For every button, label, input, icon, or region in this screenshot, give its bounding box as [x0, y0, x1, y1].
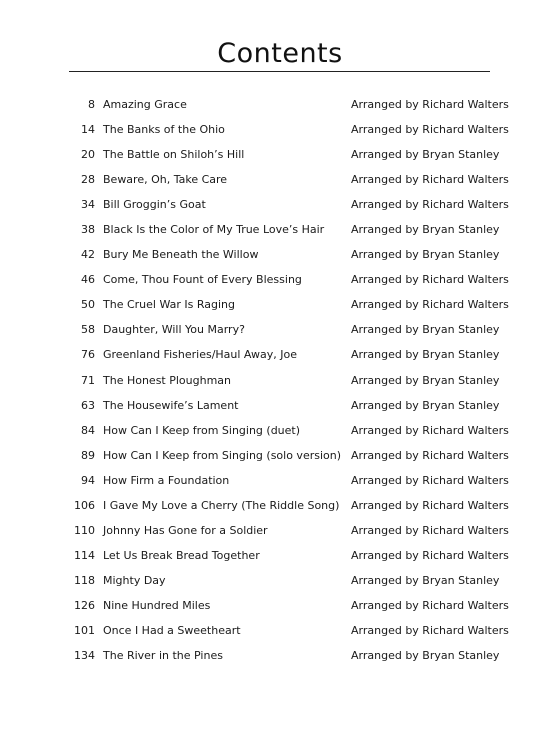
toc-page-number: 106 — [74, 498, 95, 512]
toc-song-title: Let Us Break Bread Together — [103, 548, 260, 562]
toc-row[interactable] — [0, 167, 560, 192]
toc-row[interactable] — [0, 317, 560, 342]
toc-arranger: Arranged by Richard Walters — [351, 198, 509, 212]
table-of-contents — [0, 92, 560, 668]
toc-row[interactable] — [0, 468, 560, 493]
toc-song-title: I Gave My Love a Cherry (The Riddle Song) — [103, 498, 340, 512]
toc-song-title: Beware, Oh, Take Care — [103, 173, 228, 187]
toc-row[interactable] — [0, 192, 560, 217]
toc-page-number: 110 — [74, 523, 95, 537]
toc-page-number: 50 — [81, 298, 95, 312]
toc-arranger: Arranged by Richard Walters — [351, 523, 509, 537]
toc-song-title: Johnny Has Gone for a Soldier — [103, 523, 268, 537]
toc-row[interactable] — [0, 393, 560, 418]
toc-page-number: 114 — [74, 548, 95, 562]
title-divider — [69, 71, 490, 72]
toc-arranger: Arranged by Bryan Stanley — [351, 323, 500, 337]
toc-page-number: 76 — [81, 348, 95, 362]
toc-row[interactable] — [0, 342, 560, 367]
toc-page-number: 8 — [88, 98, 95, 111]
toc-page-number: 71 — [81, 373, 95, 387]
toc-song-title: How Firm a Foundation — [103, 473, 230, 487]
toc-row[interactable] — [0, 368, 560, 393]
toc-arranger: Arranged by Richard Walters — [351, 448, 509, 462]
toc-arranger: Arranged by Richard Walters — [351, 298, 509, 312]
toc-row[interactable] — [0, 117, 560, 142]
toc-row[interactable] — [0, 643, 560, 668]
toc-arranger: Arranged by Richard Walters — [351, 548, 509, 562]
toc-page-number: 134 — [74, 649, 95, 663]
toc-song-title: Mighty Day — [103, 573, 166, 587]
toc-arranger: Arranged by Richard Walters — [351, 173, 509, 187]
toc-song-title: How Can I Keep from Singing (duet) — [103, 423, 301, 437]
toc-page-number: 84 — [81, 423, 95, 437]
toc-page-number: 126 — [74, 598, 95, 612]
toc-song-title: Bill Groggin’s Goat — [103, 198, 206, 212]
toc-arranger: Arranged by Bryan Stanley — [351, 649, 500, 663]
toc-arranger: Arranged by Richard Walters — [351, 123, 509, 137]
toc-arranger: Arranged by Bryan Stanley — [351, 148, 500, 162]
toc-page-number: 63 — [81, 398, 95, 412]
toc-row[interactable] — [0, 543, 560, 568]
toc-song-title: The Cruel War Is Raging — [103, 298, 235, 312]
toc-arranger: Arranged by Bryan Stanley — [351, 248, 500, 262]
toc-page-number: 34 — [81, 198, 95, 212]
toc-page-number: 118 — [74, 573, 95, 587]
toc-song-title: The Banks of the Ohio — [103, 123, 225, 137]
toc-row[interactable] — [0, 443, 560, 468]
toc-page-number: 42 — [81, 248, 95, 262]
toc-row[interactable] — [0, 518, 560, 543]
toc-arranger: Arranged by Richard Walters — [351, 623, 509, 637]
toc-song-title: Once I Had a Sweetheart — [103, 623, 241, 637]
toc-song-title: Greenland Fisheries/Haul Away, Joe — [103, 348, 297, 362]
toc-page-number: 94 — [81, 473, 95, 487]
toc-arranger: Arranged by Bryan Stanley — [351, 348, 500, 362]
toc-page-number: 14 — [81, 123, 95, 137]
toc-song-title: Nine Hundred Miles — [103, 598, 211, 612]
toc-song-title: Daughter, Will You Marry? — [103, 323, 245, 337]
toc-arranger: Arranged by Bryan Stanley — [351, 223, 500, 237]
toc-page-number: 46 — [81, 273, 95, 287]
toc-arranger: Arranged by Bryan Stanley — [351, 398, 500, 412]
toc-row[interactable] — [0, 618, 560, 643]
toc-row[interactable] — [0, 267, 560, 292]
toc-page-number: 58 — [81, 323, 95, 337]
toc-song-title: The Battle on Shiloh’s Hill — [103, 148, 245, 162]
toc-row[interactable] — [0, 242, 560, 267]
toc-row[interactable] — [0, 292, 560, 317]
toc-arranger: Arranged by Richard Walters — [351, 98, 509, 111]
toc-song-title: The Housewife’s Lament — [103, 398, 239, 412]
toc-arranger: Arranged by Richard Walters — [351, 598, 509, 612]
toc-song-title: How Can I Keep from Singing (solo version) — [103, 448, 342, 462]
toc-row[interactable] — [0, 493, 560, 518]
toc-song-title: Come, Thou Fount of Every Blessing — [103, 273, 302, 287]
toc-page-number: 38 — [81, 223, 95, 237]
page-title: Contents — [217, 38, 343, 69]
toc-row[interactable] — [0, 142, 560, 167]
toc-arranger: Arranged by Richard Walters — [351, 498, 509, 512]
toc-arranger: Arranged by Richard Walters — [351, 423, 509, 437]
toc-row[interactable] — [0, 568, 560, 593]
toc-song-title: Bury Me Beneath the Willow — [103, 248, 259, 262]
toc-row[interactable] — [0, 418, 560, 443]
toc-song-title: The Honest Ploughman — [103, 373, 232, 387]
toc-row[interactable] — [0, 92, 560, 117]
toc-song-title: The River in the Pines — [103, 649, 223, 663]
toc-page-number: 28 — [81, 173, 95, 187]
toc-arranger: Arranged by Richard Walters — [351, 273, 509, 287]
toc-song-title: Amazing Grace — [103, 98, 187, 111]
toc-song-title: Black Is the Color of My True Love’s Hair — [103, 223, 325, 237]
toc-page-number: 101 — [74, 623, 95, 637]
toc-row[interactable] — [0, 217, 560, 242]
toc-page-number: 20 — [81, 148, 95, 162]
toc-arranger: Arranged by Richard Walters — [351, 473, 509, 487]
toc-row[interactable] — [0, 593, 560, 618]
toc-arranger: Arranged by Bryan Stanley — [351, 573, 500, 587]
toc-page-number: 89 — [81, 448, 95, 462]
toc-arranger: Arranged by Bryan Stanley — [351, 373, 500, 387]
